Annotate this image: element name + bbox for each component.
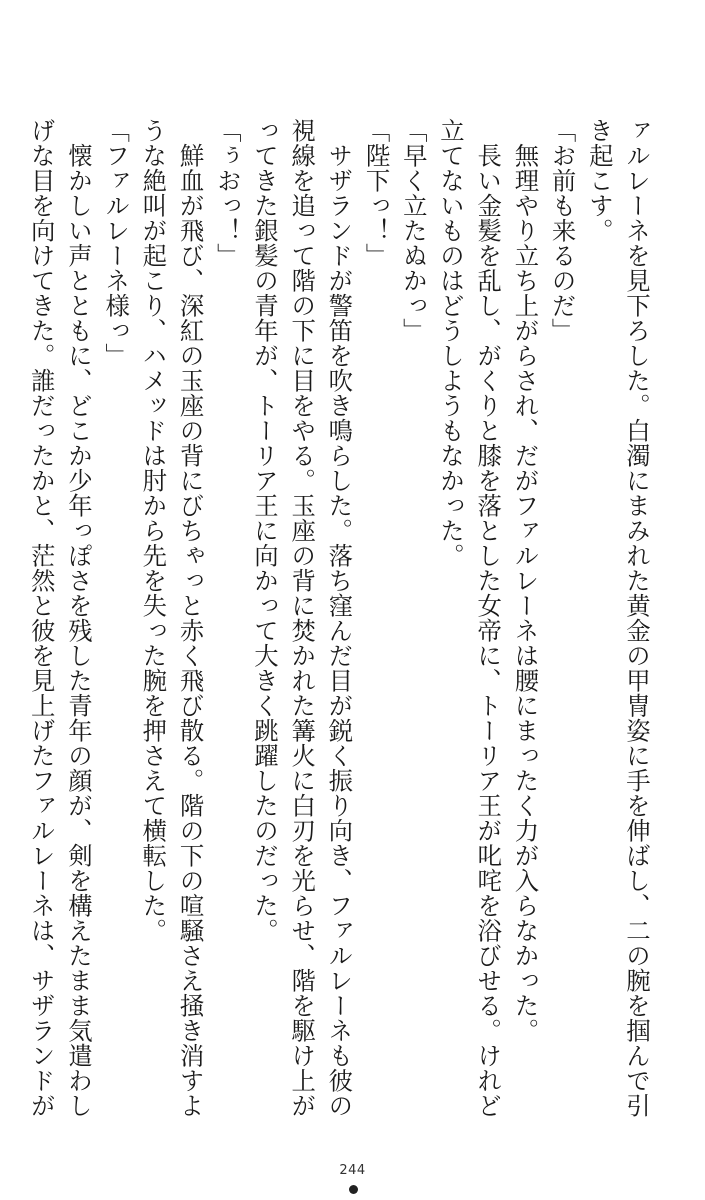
text-line: 視線を追って階の下に目をやる。玉座の背に焚かれた篝火に白刃を光らせ、階を駆け上が xyxy=(287,118,317,1118)
text-line: 長い金髪を乱し、がくりと膝を落とした女帝に、トーリア王が叱咤を浴びせる。けれど xyxy=(473,118,503,1118)
text-line: 立てないものはどうしようもなかった。 xyxy=(435,118,465,568)
text-line: 鮮血が飛び、深紅の玉座の背にびちゃっと赤く飛び散る。階の下の喧騒さえ掻き消すよ xyxy=(175,118,205,1118)
text-line: サザランドが警笛を吹き鳴らした。落ち窪んだ目が鋭く振り向き、ファルレーネも彼の xyxy=(324,118,354,1118)
text-line: うな絶叫が起こり、ハメッドは肘から先を失った腕を押さえて横転した。 xyxy=(138,118,168,943)
text-line: 「お前も来るのだ」 xyxy=(547,118,577,343)
text-line: 「陛下っ！」 xyxy=(361,118,391,268)
text-line: げな目を向けてきた。誰だったかと、茫然と彼を見上げたファルレーネは、サザランドが xyxy=(26,118,56,1118)
text-line: 懐かしい声とともに、どこか少年っぽさを残した青年の顔が、剣を構えたまま気遣わし xyxy=(63,118,93,1118)
text-line: 「早く立たぬかっ」 xyxy=(398,118,428,343)
text-line: 無理やり立ち上がらされ、だがファルレーネは腰にまったく力が入らなかった。 xyxy=(510,118,540,1043)
text-line: き起こす。 xyxy=(584,118,614,243)
text-line: ってきた銀髪の青年が、トーリア王に向かって大きく跳躍したのだった。 xyxy=(249,118,279,943)
text-line: ァルレーネを見下ろした。白濁にまみれた黄金の甲冑姿に手を伸ばし、二の腕を掴んで引 xyxy=(622,118,651,1118)
text-line: 「ファルレーネ様っ」 xyxy=(101,118,131,368)
text-line: 「ぅおっ！」 xyxy=(212,118,242,268)
page-number: 244 xyxy=(339,1163,366,1178)
page-marker-dot-icon xyxy=(349,1185,358,1194)
vertical-text-body xyxy=(26,118,655,1118)
